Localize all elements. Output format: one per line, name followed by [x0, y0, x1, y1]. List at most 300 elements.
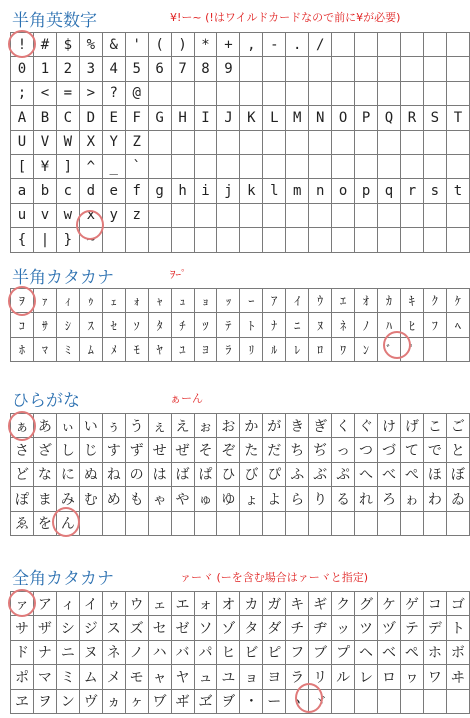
- char-cell: [309, 154, 332, 178]
- char-cell: ネ: [102, 640, 125, 664]
- char-cell: f: [125, 179, 148, 203]
- char-cell: ヲ: [33, 689, 56, 713]
- section-title-hiragana: ひらがな: [12, 391, 80, 411]
- char-cell: が: [263, 414, 286, 438]
- char-cell: み: [56, 487, 79, 511]
- char-cell: ]: [56, 154, 79, 178]
- char-cell: さ: [11, 438, 34, 462]
- table-row: [11, 313, 470, 337]
- char-cell: [355, 228, 378, 252]
- char-cell: X: [79, 130, 102, 154]
- char-cell: ｪ: [102, 289, 125, 313]
- char-cell: K: [240, 106, 263, 130]
- char-cell: ギ: [309, 592, 332, 616]
- char-cell: レ: [355, 665, 378, 689]
- char-cell: ヂ: [309, 616, 332, 640]
- char-cell: g: [148, 179, 171, 203]
- char-cell: な: [33, 462, 56, 486]
- char-cell: [194, 130, 217, 154]
- char-cell: m: [286, 179, 309, 203]
- char-cell: 5: [125, 57, 148, 81]
- char-cell: ｶ: [378, 289, 401, 313]
- char-cell: ﾍ: [446, 313, 469, 337]
- char-cell: ほ: [423, 462, 446, 486]
- char-cell: ぷ: [332, 462, 355, 486]
- char-cell: [332, 57, 355, 81]
- char-cell: [446, 57, 469, 81]
- char-cell: >: [79, 81, 102, 105]
- char-cell: ぉ: [194, 414, 217, 438]
- table-row: [11, 592, 470, 616]
- char-cell: ヾ: [309, 689, 332, 713]
- char-cell: ヺ: [217, 689, 240, 713]
- char-cell: グ: [355, 592, 378, 616]
- char-cell: ぇ: [148, 414, 171, 438]
- table-row: [11, 414, 470, 438]
- char-cell: [240, 81, 263, 105]
- char-cell: ゃ: [148, 487, 171, 511]
- char-cell: ら: [286, 487, 309, 511]
- char-cell: [400, 81, 423, 105]
- char-cell: U: [11, 130, 34, 154]
- char-cell: む: [79, 487, 102, 511]
- char-cell: だ: [263, 438, 286, 462]
- char-cell: ゎ: [400, 487, 423, 511]
- char-cell: ｧ: [33, 289, 56, 313]
- char-cell: ぐ: [355, 414, 378, 438]
- char-cell: モ: [125, 665, 148, 689]
- char-cell: ゆ: [217, 487, 240, 511]
- char-cell: [423, 130, 446, 154]
- char-cell: D: [79, 106, 102, 130]
- char-cell: き: [286, 414, 309, 438]
- char-cell: [263, 203, 286, 227]
- char-cell: ェ: [148, 592, 171, 616]
- char-cell: [309, 511, 332, 535]
- char-cell: ヒ: [217, 640, 240, 664]
- char-cell: ジ: [79, 616, 102, 640]
- char-cell: [309, 228, 332, 252]
- char-cell: 1: [33, 57, 56, 81]
- char-cell: テ: [400, 616, 423, 640]
- char-cell: 2: [56, 57, 79, 81]
- char-cell: ル: [332, 665, 355, 689]
- char-cell: [332, 33, 355, 57]
- char-cell: ヵ: [102, 689, 125, 713]
- char-cell: L: [263, 106, 286, 130]
- char-cell: ｹ: [446, 289, 469, 313]
- char-cell: [125, 228, 148, 252]
- char-cell: 7: [171, 57, 194, 81]
- table-row: [11, 487, 470, 511]
- char-cell: [194, 203, 217, 227]
- char-cell: [446, 130, 469, 154]
- section-note-halfwidth-alnum: ¥!ー~ (!はワイルドカードなので前に¥が必要): [170, 11, 401, 24]
- char-cell: ﾘ: [240, 337, 263, 361]
- char-cell: ｵ: [355, 289, 378, 313]
- char-cell: u: [11, 203, 34, 227]
- char-cell: ﾑ: [79, 337, 102, 361]
- char-cell: H: [171, 106, 194, 130]
- char-cell: [286, 228, 309, 252]
- char-cell: ﾞ: [378, 337, 401, 361]
- char-cell: [355, 130, 378, 154]
- char-cell: [217, 130, 240, 154]
- char-cell: R: [400, 106, 423, 130]
- char-cell: で: [423, 438, 446, 462]
- char-cell: た: [240, 438, 263, 462]
- char-cell: [423, 689, 446, 713]
- char-cell: [286, 154, 309, 178]
- table-row: [11, 665, 470, 689]
- char-cell: セ: [148, 616, 171, 640]
- char-cell: エ: [171, 592, 194, 616]
- char-cell: [240, 154, 263, 178]
- hiragana-table: [10, 413, 470, 536]
- char-cell: ヨ: [263, 665, 286, 689]
- char-cell: 8: [194, 57, 217, 81]
- char-cell: [286, 81, 309, 105]
- char-cell: ｯ: [217, 289, 240, 313]
- char-cell: ー: [263, 689, 286, 713]
- char-cell: [423, 33, 446, 57]
- halfwidth-alnum-table: [10, 32, 470, 253]
- char-cell: J: [217, 106, 240, 130]
- char-cell: づ: [378, 438, 401, 462]
- char-cell: s: [423, 179, 446, 203]
- char-cell: [332, 203, 355, 227]
- char-cell: タ: [240, 616, 263, 640]
- char-cell: ペ: [400, 640, 423, 664]
- char-cell: _: [102, 154, 125, 178]
- char-cell: -: [263, 33, 286, 57]
- char-cell: |: [33, 228, 56, 252]
- char-cell: ﾟ: [400, 337, 423, 361]
- table-row: [11, 689, 470, 713]
- char-cell: も: [125, 487, 148, 511]
- char-cell: ｲ: [286, 289, 309, 313]
- char-cell: ~: [79, 228, 102, 252]
- char-cell: コ: [423, 592, 446, 616]
- char-cell: [194, 81, 217, 105]
- char-cell: ガ: [263, 592, 286, 616]
- char-cell: [423, 228, 446, 252]
- char-cell: ぃ: [56, 414, 79, 438]
- char-cell: め: [102, 487, 125, 511]
- char-cell: [240, 511, 263, 535]
- char-cell: ﾄ: [240, 313, 263, 337]
- char-cell: ユ: [217, 665, 240, 689]
- char-cell: ﾚ: [286, 337, 309, 361]
- char-cell: [332, 511, 355, 535]
- char-cell: [332, 81, 355, 105]
- char-cell: フ: [286, 640, 309, 664]
- char-cell: [332, 130, 355, 154]
- char-cell: I: [194, 106, 217, 130]
- char-cell: [263, 57, 286, 81]
- char-cell: [378, 511, 401, 535]
- char-cell: ヅ: [378, 616, 401, 640]
- char-cell: ｱ: [263, 289, 286, 313]
- char-cell: ﾒ: [102, 337, 125, 361]
- char-cell: [423, 511, 446, 535]
- char-cell: [446, 228, 469, 252]
- char-cell: [263, 228, 286, 252]
- char-cell: メ: [102, 665, 125, 689]
- char-cell: [217, 228, 240, 252]
- char-cell: [263, 130, 286, 154]
- char-cell: [355, 689, 378, 713]
- char-cell: ゴ: [446, 592, 469, 616]
- char-cell: ズ: [125, 616, 148, 640]
- char-cell: ﾎ: [11, 337, 34, 361]
- char-cell: ケ: [378, 592, 401, 616]
- char-cell: ビ: [240, 640, 263, 664]
- char-cell: [355, 33, 378, 57]
- char-cell: [378, 33, 401, 57]
- char-cell: ン: [56, 689, 79, 713]
- char-cell: え: [171, 414, 194, 438]
- char-cell: げ: [400, 414, 423, 438]
- char-cell: [309, 81, 332, 105]
- char-cell: ﾕ: [171, 337, 194, 361]
- char-cell: ゥ: [102, 592, 125, 616]
- char-cell: ﾌ: [423, 313, 446, 337]
- char-cell: ィ: [56, 592, 79, 616]
- char-cell: か: [240, 414, 263, 438]
- char-cell: [446, 33, 469, 57]
- char-cell: オ: [217, 592, 240, 616]
- char-cell: [217, 81, 240, 105]
- char-cell: [240, 57, 263, 81]
- char-cell: [332, 228, 355, 252]
- char-cell: ｭ: [171, 289, 194, 313]
- char-cell: あ: [33, 414, 56, 438]
- char-cell: ^: [79, 154, 102, 178]
- char-cell: d: [79, 179, 102, 203]
- char-cell: お: [217, 414, 240, 438]
- char-cell: 6: [148, 57, 171, 81]
- char-cell: ッ: [332, 616, 355, 640]
- char-cell: ラ: [286, 665, 309, 689]
- char-cell: [332, 154, 355, 178]
- char-cell: カ: [240, 592, 263, 616]
- section-title-halfwidth-katakana: 半角カタカナ: [12, 268, 114, 288]
- char-cell: そ: [194, 438, 217, 462]
- char-cell: N: [309, 106, 332, 130]
- char-cell: [423, 57, 446, 81]
- char-cell: 0: [11, 57, 34, 81]
- char-cell: ﾊ: [378, 313, 401, 337]
- char-cell: し: [56, 438, 79, 462]
- char-cell: %: [79, 33, 102, 57]
- char-cell: [400, 228, 423, 252]
- char-cell: ﾛ: [309, 337, 332, 361]
- char-cell: け: [378, 414, 401, 438]
- char-cell: [423, 81, 446, 105]
- char-cell: z: [125, 203, 148, 227]
- char-cell: [355, 203, 378, 227]
- char-cell: ぱ: [194, 462, 217, 486]
- halfwidth-katakana-table: [10, 288, 470, 362]
- char-cell: ｼ: [56, 313, 79, 337]
- char-cell: ウ: [125, 592, 148, 616]
- char-cell: E: [102, 106, 125, 130]
- char-cell: [171, 81, 194, 105]
- char-cell: [286, 57, 309, 81]
- char-cell: [378, 57, 401, 81]
- char-cell: ｴ: [332, 289, 355, 313]
- char-cell: [355, 81, 378, 105]
- char-cell: [148, 203, 171, 227]
- char-cell: [148, 511, 171, 535]
- char-cell: ア: [33, 592, 56, 616]
- char-cell: ざ: [33, 438, 56, 462]
- char-cell: ﾀ: [148, 313, 171, 337]
- char-cell: j: [217, 179, 240, 203]
- char-cell: ｾ: [102, 313, 125, 337]
- fullwidth-katakana-table: [10, 591, 470, 714]
- char-cell: ぁ: [11, 414, 34, 438]
- char-cell: /: [309, 33, 332, 57]
- char-cell: [332, 689, 355, 713]
- char-cell: ｺ: [11, 313, 34, 337]
- char-cell: ｬ: [148, 289, 171, 313]
- char-cell: {: [11, 228, 34, 252]
- char-cell: ナ: [33, 640, 56, 664]
- char-cell: ご: [446, 414, 469, 438]
- char-cell: G: [148, 106, 171, 130]
- char-cell: ダ: [263, 616, 286, 640]
- char-cell: [378, 228, 401, 252]
- char-cell: ぽ: [11, 487, 34, 511]
- char-cell: ｩ: [79, 289, 102, 313]
- table-row: [11, 154, 470, 178]
- section-note-fullwidth-katakana: ァーヾ (ーを含む場合はァーヾと指定): [180, 571, 369, 584]
- char-cell: [446, 511, 469, 535]
- char-cell: ﾉ: [355, 313, 378, 337]
- table-row: [11, 289, 470, 313]
- char-cell: e: [102, 179, 125, 203]
- char-cell: [446, 81, 469, 105]
- char-cell: [355, 57, 378, 81]
- char-cell: i: [194, 179, 217, 203]
- char-cell: ノ: [125, 640, 148, 664]
- char-cell: [194, 154, 217, 178]
- table-row: [11, 616, 470, 640]
- char-cell: }: [56, 228, 79, 252]
- char-cell: [148, 130, 171, 154]
- section-note-halfwidth-katakana: ｦｰﾟ: [170, 268, 187, 281]
- char-cell: x: [79, 203, 102, 227]
- char-cell: ヹ: [194, 689, 217, 713]
- char-cell: ぜ: [171, 438, 194, 462]
- char-cell: [423, 154, 446, 178]
- char-cell: [171, 154, 194, 178]
- char-cell: ぺ: [400, 462, 423, 486]
- char-cell: の: [125, 462, 148, 486]
- char-cell: F: [125, 106, 148, 130]
- char-cell: ゲ: [400, 592, 423, 616]
- char-cell: ツ: [355, 616, 378, 640]
- char-cell: #: [33, 33, 56, 57]
- char-cell: p: [355, 179, 378, 203]
- char-cell: ベ: [378, 640, 401, 664]
- char-cell: ?: [102, 81, 125, 105]
- char-cell: ｰ: [240, 289, 263, 313]
- char-cell: [263, 511, 286, 535]
- char-cell: V: [33, 130, 56, 154]
- char-cell: ゼ: [171, 616, 194, 640]
- char-cell: ゐ: [446, 487, 469, 511]
- char-cell: ス: [102, 616, 125, 640]
- char-cell: ヶ: [125, 689, 148, 713]
- char-cell: イ: [79, 592, 102, 616]
- char-cell: ヰ: [446, 665, 469, 689]
- char-cell: +: [217, 33, 240, 57]
- char-cell: マ: [33, 665, 56, 689]
- char-cell: b: [33, 179, 56, 203]
- char-cell: ボ: [446, 640, 469, 664]
- char-cell: ャ: [148, 665, 171, 689]
- char-cell: $: [56, 33, 79, 57]
- table-row: [11, 57, 470, 81]
- char-cell: ず: [125, 438, 148, 462]
- char-cell: ミ: [56, 665, 79, 689]
- char-cell: ヽ: [286, 689, 309, 713]
- char-cell: o: [332, 179, 355, 203]
- char-cell: へ: [355, 462, 378, 486]
- char-cell: り: [309, 487, 332, 511]
- char-cell: l: [263, 179, 286, 203]
- char-cell: [148, 81, 171, 105]
- char-cell: に: [56, 462, 79, 486]
- char-cell: ｿ: [125, 313, 148, 337]
- char-cell: ﾖ: [194, 337, 217, 361]
- char-cell: [194, 228, 217, 252]
- char-cell: ク: [332, 592, 355, 616]
- char-cell: n: [309, 179, 332, 203]
- char-cell: [400, 154, 423, 178]
- char-cell: =: [56, 81, 79, 105]
- char-cell: <: [33, 81, 56, 105]
- table-row: [11, 203, 470, 227]
- char-cell: ォ: [194, 592, 217, 616]
- char-cell: B: [33, 106, 56, 130]
- char-cell: ﾓ: [125, 337, 148, 361]
- char-cell: [400, 130, 423, 154]
- char-cell: 4: [102, 57, 125, 81]
- char-cell: ょ: [240, 487, 263, 511]
- char-cell: ﾐ: [56, 337, 79, 361]
- char-cell: ド: [11, 640, 34, 664]
- char-cell: ヷ: [148, 689, 171, 713]
- char-cell: [400, 57, 423, 81]
- char-cell: [400, 203, 423, 227]
- char-cell: ぼ: [446, 462, 469, 486]
- char-cell: [79, 511, 102, 535]
- char-cell: [171, 130, 194, 154]
- char-cell: ァ: [11, 592, 34, 616]
- char-cell: ｮ: [194, 289, 217, 313]
- char-cell: [240, 203, 263, 227]
- char-cell: う: [125, 414, 148, 438]
- char-cell: P: [355, 106, 378, 130]
- char-cell: ヮ: [400, 665, 423, 689]
- char-cell: [355, 511, 378, 535]
- char-cell: ザ: [33, 616, 56, 640]
- section-title-fullwidth-katakana: 全角カタカナ: [12, 569, 114, 589]
